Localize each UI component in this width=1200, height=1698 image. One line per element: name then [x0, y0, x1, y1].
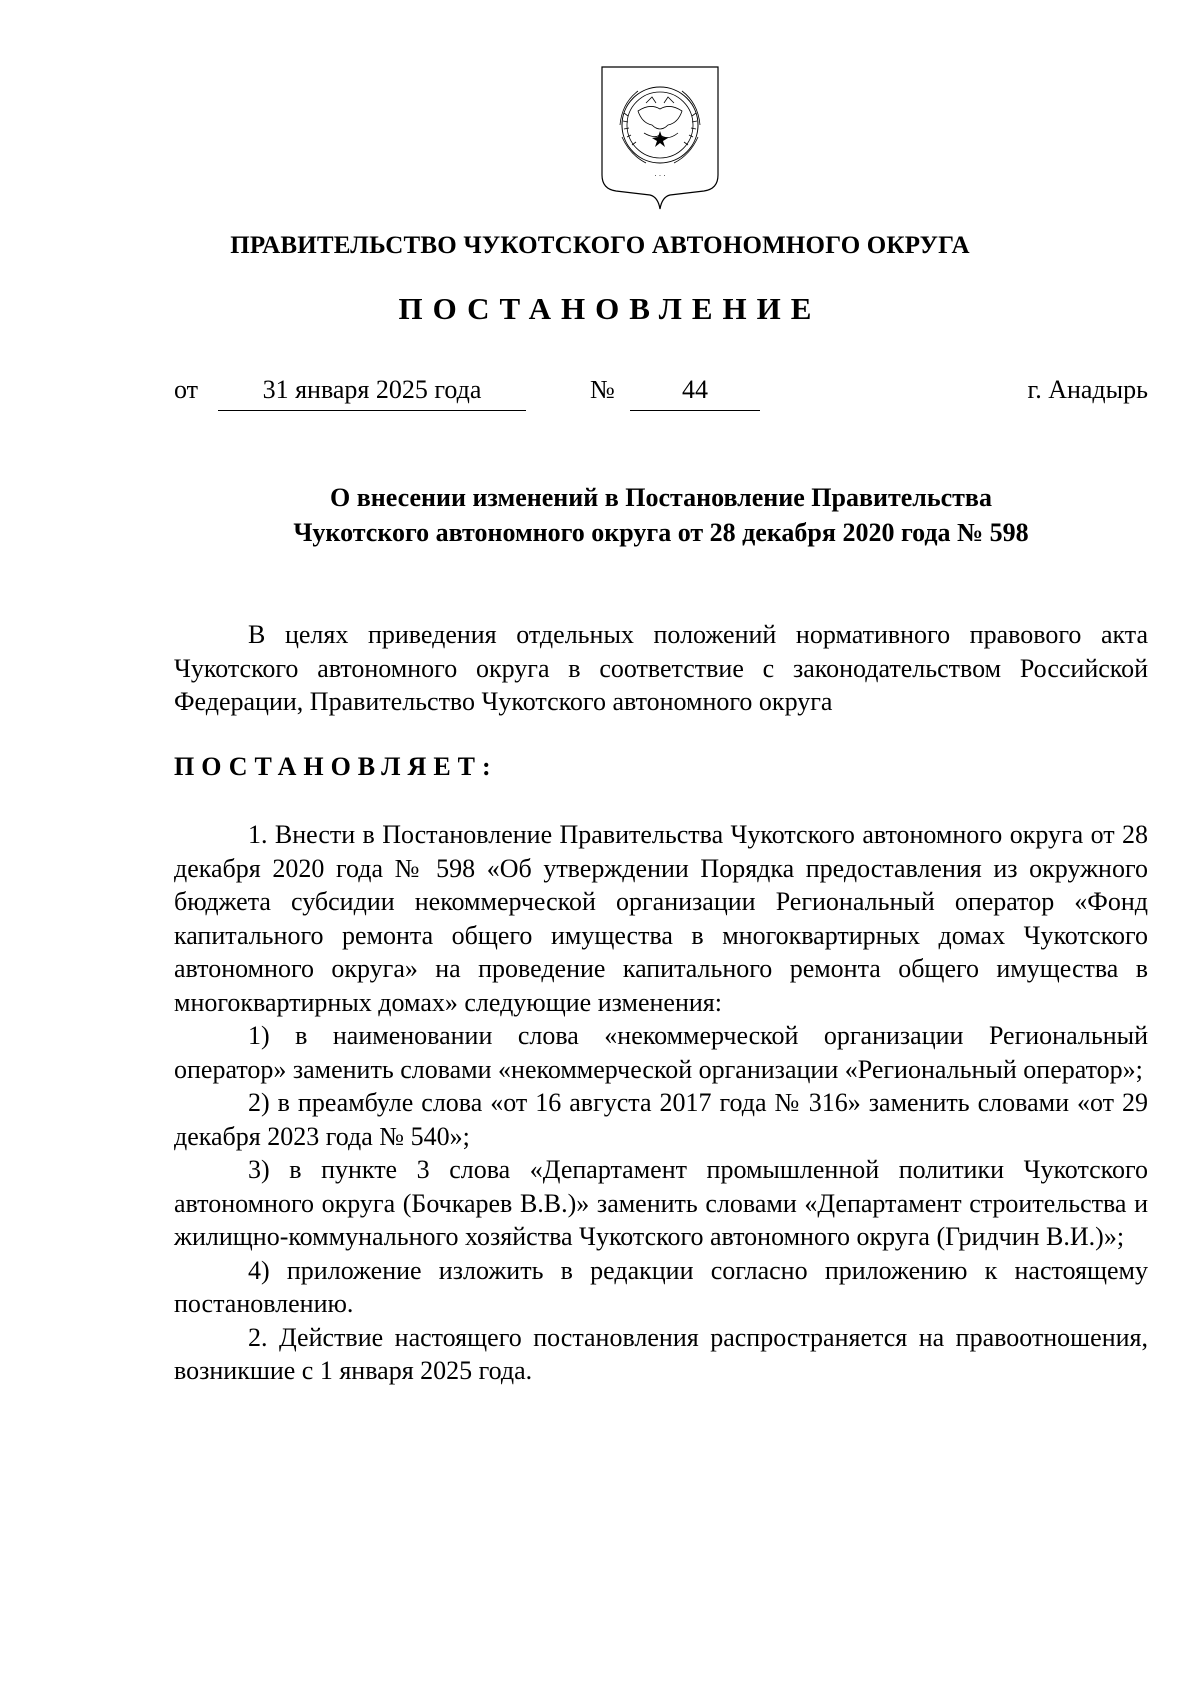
- preamble: [174, 618, 1148, 719]
- document-type-title: ПОСТАНОВЛЕНИЕ: [398, 291, 822, 326]
- date-underline: [218, 410, 526, 411]
- document-meta-row: [0, 375, 1200, 415]
- subject-line-2: Чукотского автономного округа от 28 декабря 2020 года № 598: [293, 518, 1029, 547]
- document-date: 31 января 2025 года: [262, 375, 482, 404]
- preamble-paragraph: В целях приведения отдельных положений нормативного правового акта Чукотского автономного округа в соответствие с законодательством Российской Федерации, Правительство Чукотского автономного округа: [174, 620, 1148, 716]
- svg-text:· · ·: · · ·: [654, 172, 666, 180]
- item-2: 2. Действие настоящего постановления распространяется на правоотношения, возникшие с 1 января 2025 года.: [174, 1322, 1148, 1385]
- document-number: 44: [682, 375, 708, 404]
- item-1-sub-4: 4) приложение изложить в редакции согласно приложению к настоящему постановлению.: [174, 1255, 1148, 1318]
- subject-line-1: О внесении изменений в Постановление Правительства: [330, 483, 992, 512]
- chukotka-coat-of-arms-icon: [598, 63, 722, 215]
- item-1-sub-2: 2) в преамбуле слова «от 16 августа 2017 года № 316» заменить словами «от 29 декабря 2023 года № 540»;: [174, 1088, 1148, 1151]
- resolution-body: [174, 818, 1148, 1388]
- item-1-sub-3: 3) в пункте 3 слова «Департамент промышленной политики Чукотского автономного округа (Бочкарев В.В.)» заменить словами «Департамент строительства и жилищно-коммунального хозяйства Чукотского автономного округа (Гридчин В.И.)»;: [174, 1155, 1148, 1251]
- number-label: №: [590, 375, 615, 404]
- document-subject: [174, 480, 1148, 550]
- date-from-label: от: [174, 375, 199, 404]
- resolves-heading: ПОСТАНОВЛЯЕТ:: [174, 752, 498, 781]
- item-1: 1. Внести в Постановление Правительства Чукотского автономного округа от 28 декабря 2020 года № 598 «Об утверждении Порядка предоставления из окружного бюджета субсидии некоммерческой организации Региональный оператор «Фонд капитального ремонта общего имущества в многоквартирных домах Чукотского автономного округа» на проведение капитального ремонта общего имущества в многоквартирных домах» следующие изменения:: [174, 820, 1148, 1017]
- government-title: ПРАВИТЕЛЬСТВО ЧУКОТСКОГО АВТОНОМНОГО ОКРУГА: [230, 232, 970, 259]
- document-city: г. Анадырь: [1027, 375, 1148, 404]
- number-underline: [630, 410, 760, 411]
- item-1-sub-1: 1) в наименовании слова «некоммерческой организации Региональный оператор» заменить словами «некоммерческой организации «Региональный оператор»;: [174, 1021, 1148, 1084]
